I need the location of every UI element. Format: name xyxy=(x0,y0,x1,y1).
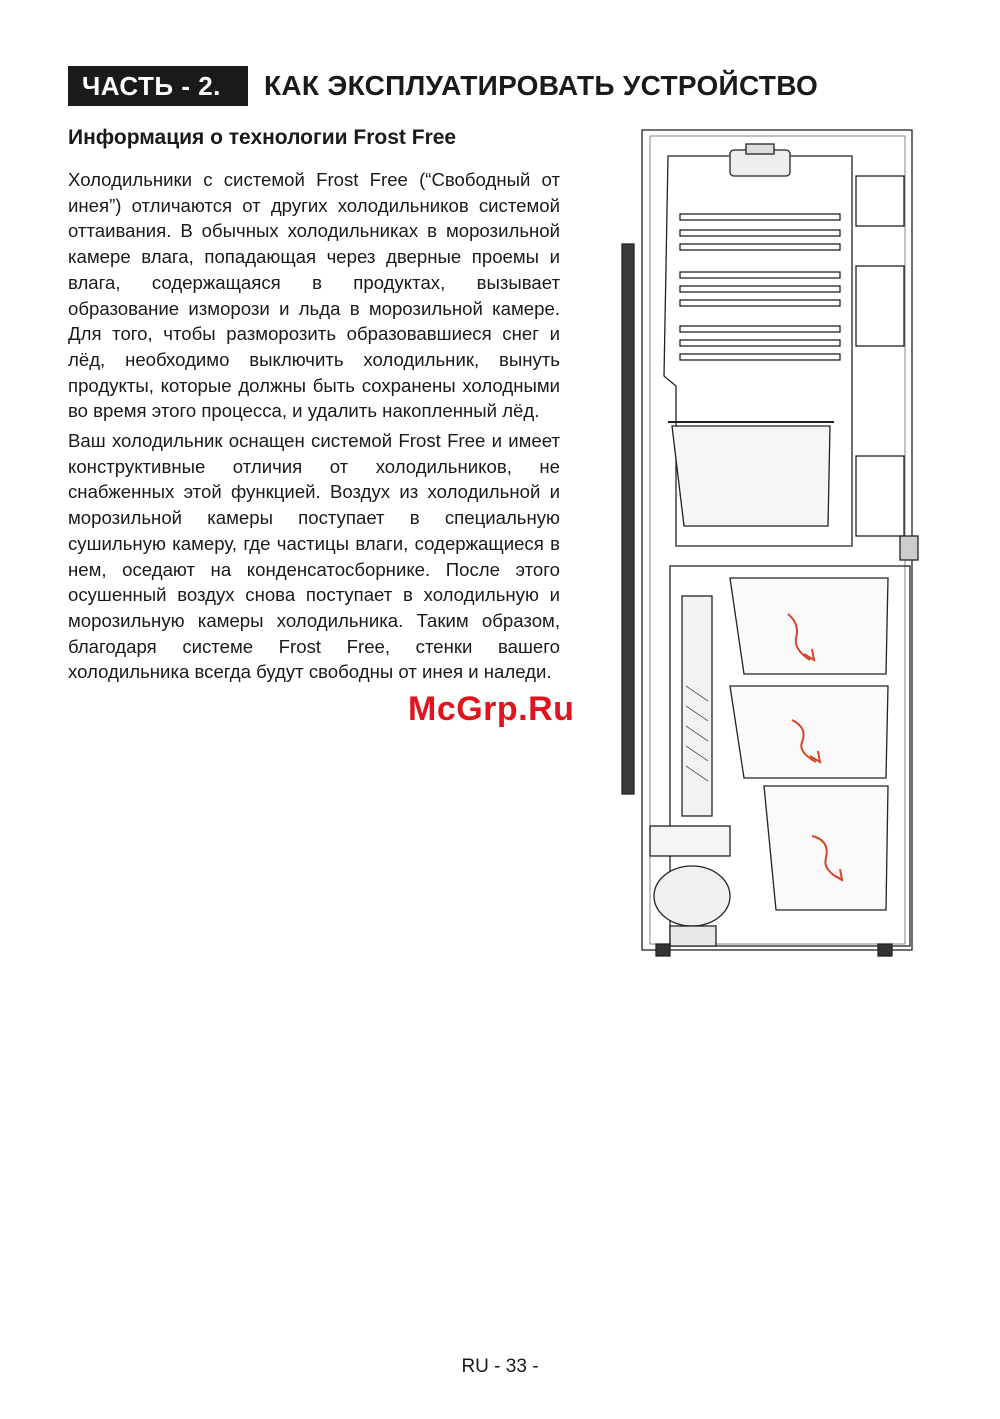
door-gasket xyxy=(622,244,634,794)
middle-hinge xyxy=(900,536,918,560)
page-number: RU - 33 - xyxy=(461,1356,539,1377)
paragraph-2: Ваш холодильник оснащен системой Frost Free и имеет конструктивные отличия от холодильников, не снабженных этой функцией. Воздух из холодильной и морозильной камеры поступает в специальную сушильную камеру, где частицы влаги, содержащиеся в нем, оседают на конденсатосборнике. После этого осушенный воздух снова поступает в холодильную и морозильную камеры холодильника. Таким образом, благодаря системе Frost Free, стенки вашего холодильника всегда будут свободны от инея и наледи. xyxy=(68,430,560,683)
fridge-cross-section-diagram xyxy=(620,126,940,966)
door-bins xyxy=(856,176,904,536)
body-text xyxy=(68,167,560,689)
paragraph-1: Холодильники с системой Frost Free (“Свободный от инея”) отличаются от других холодильников системой оттаивания. В обычных холодильниках в морозильной камере влага, попадающая через дверные проемы и влага, содержащаяся в продуктах, вызывает образование изморози и льда в морозильной камере. Для того, чтобы разморозить образовавшиеся снег и лёд, необходимо выключить холодильник, вынуть продукты, которые должны быть сохранены холодными во время этого процесса, и удалить накопленный лёд. xyxy=(68,169,560,422)
compressor-icon xyxy=(654,866,730,926)
section-heading: Информация о технологии Frost Free xyxy=(68,126,457,149)
part-title: КАК ЭКСПЛУАТИРОВАТЬ УСТРОЙСТВО xyxy=(264,70,819,101)
part-label: ЧАСТЬ - 2. xyxy=(68,66,248,106)
crisper-drawer xyxy=(672,426,830,526)
watermark: McGrp.Ru xyxy=(408,690,575,728)
fridge-shelves xyxy=(680,214,840,360)
freezer-drawers xyxy=(730,578,888,910)
condensate-tray xyxy=(650,826,730,856)
